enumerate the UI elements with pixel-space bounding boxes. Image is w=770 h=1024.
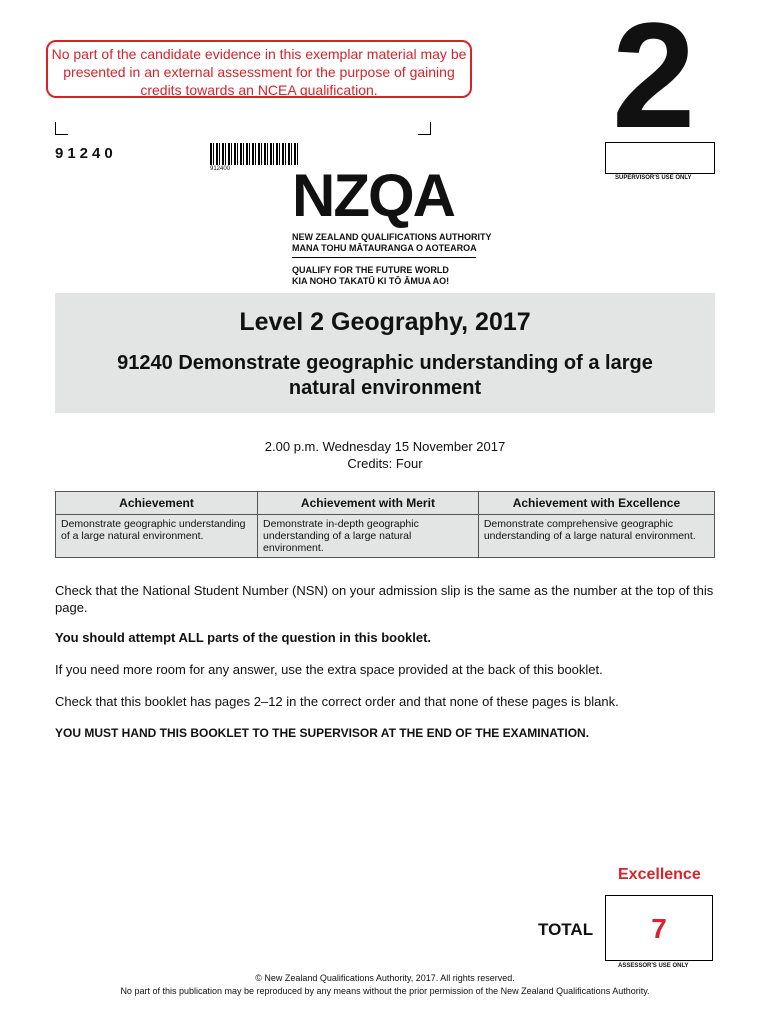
exam-time [0, 438, 770, 472]
total-score-box: 7 [605, 895, 713, 961]
copyright-notice: No part of this publication may be reproduced by any means without the prior permission of the New Zealand Qualifications Authority. [120, 986, 650, 996]
time-text: 2.00 p.m. Wednesday 15 November 2017 [264, 439, 506, 454]
credits-text: Credits: Four [347, 456, 423, 471]
table-header: Achievement with Excellence [478, 492, 714, 515]
instruction: YOU MUST HAND THIS BOOKLET TO THE SUPERVISOR AT THE END OF THE EXAMINATION. [55, 726, 590, 740]
supervisor-label: SUPERVISOR'S USE ONLY [615, 175, 692, 181]
instruction: If you need more room for any answer, use the extra space provided at the back of this booklet. [55, 662, 603, 677]
achievement-table [55, 491, 715, 558]
copyright: © New Zealand Qualifications Authority, 2017. All rights reserved. [255, 973, 515, 983]
logo-line: QUALIFY FOR THE FUTURE WORLD [292, 265, 449, 275]
exam-title: Level 2 Geography, 2017 [239, 308, 531, 336]
supervisor-box [605, 142, 715, 174]
nzqa-logo: NZQA [292, 162, 454, 229]
table-cell: Demonstrate geographic understanding of a large natural environment. [56, 515, 258, 558]
barcode [210, 143, 300, 165]
logo-line: KIA NOHO TAKATŪ KI TŌ ĀMUA AO! [292, 276, 450, 286]
total-label: TOTAL [538, 920, 594, 939]
grade-label: Excellence [618, 866, 701, 883]
title-band [55, 293, 715, 413]
assessor-label: ASSESSOR'S USE ONLY [618, 963, 689, 969]
exam-subtitle: 91240 Demonstrate geographic understanding of a large natural environment [117, 352, 653, 399]
instruction: Check that this booklet has pages 2–12 in the correct order and that none of these pages is blank. [55, 694, 619, 709]
exemplar-notice: No part of the candidate evidence in this exemplar material may be presented in an external assessment for the purpose of gaining credits towards an NCEA qualification. [46, 40, 472, 98]
logo-divider [292, 257, 476, 258]
corner-mark [418, 122, 431, 135]
standard-code: 91240 [55, 145, 117, 162]
table-header: Achievement [56, 492, 258, 515]
logo-line: NEW ZEALAND QUALIFICATIONS AUTHORITY [292, 232, 492, 242]
corner-mark [55, 122, 68, 135]
instruction: Check that the National Student Number (NSN) on your admission slip is the same as the number at the top of this page. [55, 583, 714, 615]
table-header: Achievement with Merit [258, 492, 479, 515]
table-cell: Demonstrate in-depth geographic understanding of a large natural environment. [258, 515, 479, 558]
logo-line: MANA TOHU MĀTAURANGA O AOTEAROA [292, 243, 477, 253]
level-number: 2 [612, 0, 696, 159]
table-cell: Demonstrate comprehensive geographic understanding of a large natural environment. [478, 515, 714, 558]
instruction: You should attempt ALL parts of the question in this booklet. [55, 630, 432, 645]
barcode-text: 912400 [210, 166, 231, 172]
